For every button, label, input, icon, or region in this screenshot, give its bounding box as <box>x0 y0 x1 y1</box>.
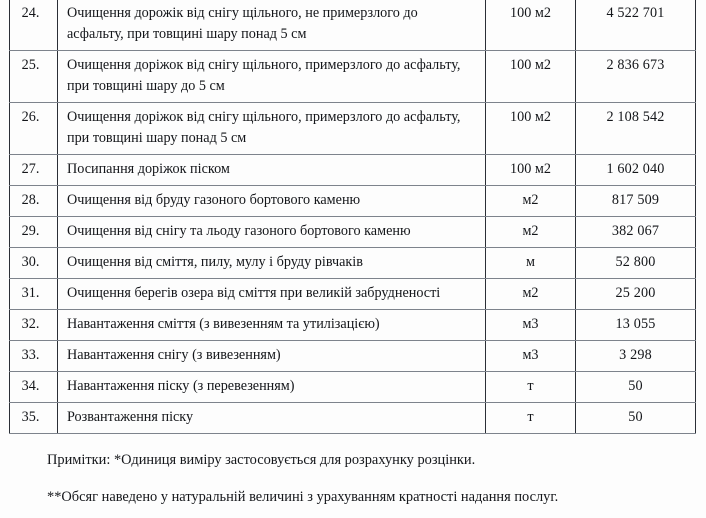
row-quantity: 50 <box>576 403 696 434</box>
row-unit: т <box>486 372 576 403</box>
row-number: 26. <box>10 103 58 155</box>
row-description: Посипання доріжок піском <box>58 155 486 186</box>
table-row <box>10 248 696 279</box>
row-description: Навантаження сміття (з вивезенням та утилізацією) <box>58 310 486 341</box>
row-number: 31. <box>10 279 58 310</box>
row-number: 34. <box>10 372 58 403</box>
row-unit: 100 м2 <box>486 103 576 155</box>
table-row <box>10 217 696 248</box>
footnote-unit-of-measure: Примітки: *Одиниця виміру застосовується для розрахунку розцінки. <box>47 452 476 468</box>
table-row <box>10 103 696 155</box>
table-row <box>10 0 696 51</box>
row-description: Очищення від снігу та льоду газоного бортового каменю <box>58 217 486 248</box>
row-description: Очищення від бруду газоного бортового каменю <box>58 186 486 217</box>
row-number: 32. <box>10 310 58 341</box>
footnotes <box>47 450 687 507</box>
row-description: Очищення берегів озера від сміття при великій забрудненості <box>58 279 486 310</box>
row-quantity: 382 067 <box>576 217 696 248</box>
row-description: Очищення доріжок від снігу щільного, примерзлого до асфальту, при товщині шару до 5 см <box>58 51 486 103</box>
table-row <box>10 341 696 372</box>
row-number: 28. <box>10 186 58 217</box>
footnote-volume: **Обсяг наведено у натуральній величині з урахуванням кратності надання послуг. <box>47 489 559 505</box>
row-quantity: 3 298 <box>576 341 696 372</box>
row-description: Очищення доріжок від снігу щільного, примерзлого до асфальту, при товщині шару понад 5 см <box>58 103 486 155</box>
row-unit: 100 м2 <box>486 155 576 186</box>
table-row <box>10 310 696 341</box>
row-unit: м2 <box>486 186 576 217</box>
row-quantity: 4 522 701 <box>576 0 696 51</box>
table-body <box>10 0 696 434</box>
row-unit: м2 <box>486 279 576 310</box>
row-number: 29. <box>10 217 58 248</box>
row-number: 30. <box>10 248 58 279</box>
table-row <box>10 372 696 403</box>
table-row <box>10 403 696 434</box>
row-quantity: 2 108 542 <box>576 103 696 155</box>
row-number: 35. <box>10 403 58 434</box>
table-row <box>10 51 696 103</box>
row-number: 27. <box>10 155 58 186</box>
price-list-table <box>9 0 696 434</box>
table-row <box>10 279 696 310</box>
row-description: Очищення дорожік від снігу щільного, не примерзлого до асфальту, при товщині шару понад 5 см <box>58 0 486 51</box>
row-quantity: 50 <box>576 372 696 403</box>
row-description: Навантаження снігу (з вивезенням) <box>58 341 486 372</box>
row-unit: м2 <box>486 217 576 248</box>
table-row <box>10 155 696 186</box>
row-description: Навантаження піску (з перевезенням) <box>58 372 486 403</box>
row-unit: 100 м2 <box>486 0 576 51</box>
row-quantity: 817 509 <box>576 186 696 217</box>
row-description: Розвантаження піску <box>58 403 486 434</box>
row-number: 25. <box>10 51 58 103</box>
row-description: Очищення від сміття, пилу, мулу і бруду рівчаків <box>58 248 486 279</box>
row-number: 33. <box>10 341 58 372</box>
row-quantity: 1 602 040 <box>576 155 696 186</box>
row-quantity: 2 836 673 <box>576 51 696 103</box>
row-quantity: 25 200 <box>576 279 696 310</box>
row-unit: м3 <box>486 341 576 372</box>
table-row <box>10 186 696 217</box>
row-number: 24. <box>10 0 58 51</box>
row-unit: т <box>486 403 576 434</box>
row-quantity: 13 055 <box>576 310 696 341</box>
row-unit: м <box>486 248 576 279</box>
row-quantity: 52 800 <box>576 248 696 279</box>
row-unit: м3 <box>486 310 576 341</box>
row-unit: 100 м2 <box>486 51 576 103</box>
